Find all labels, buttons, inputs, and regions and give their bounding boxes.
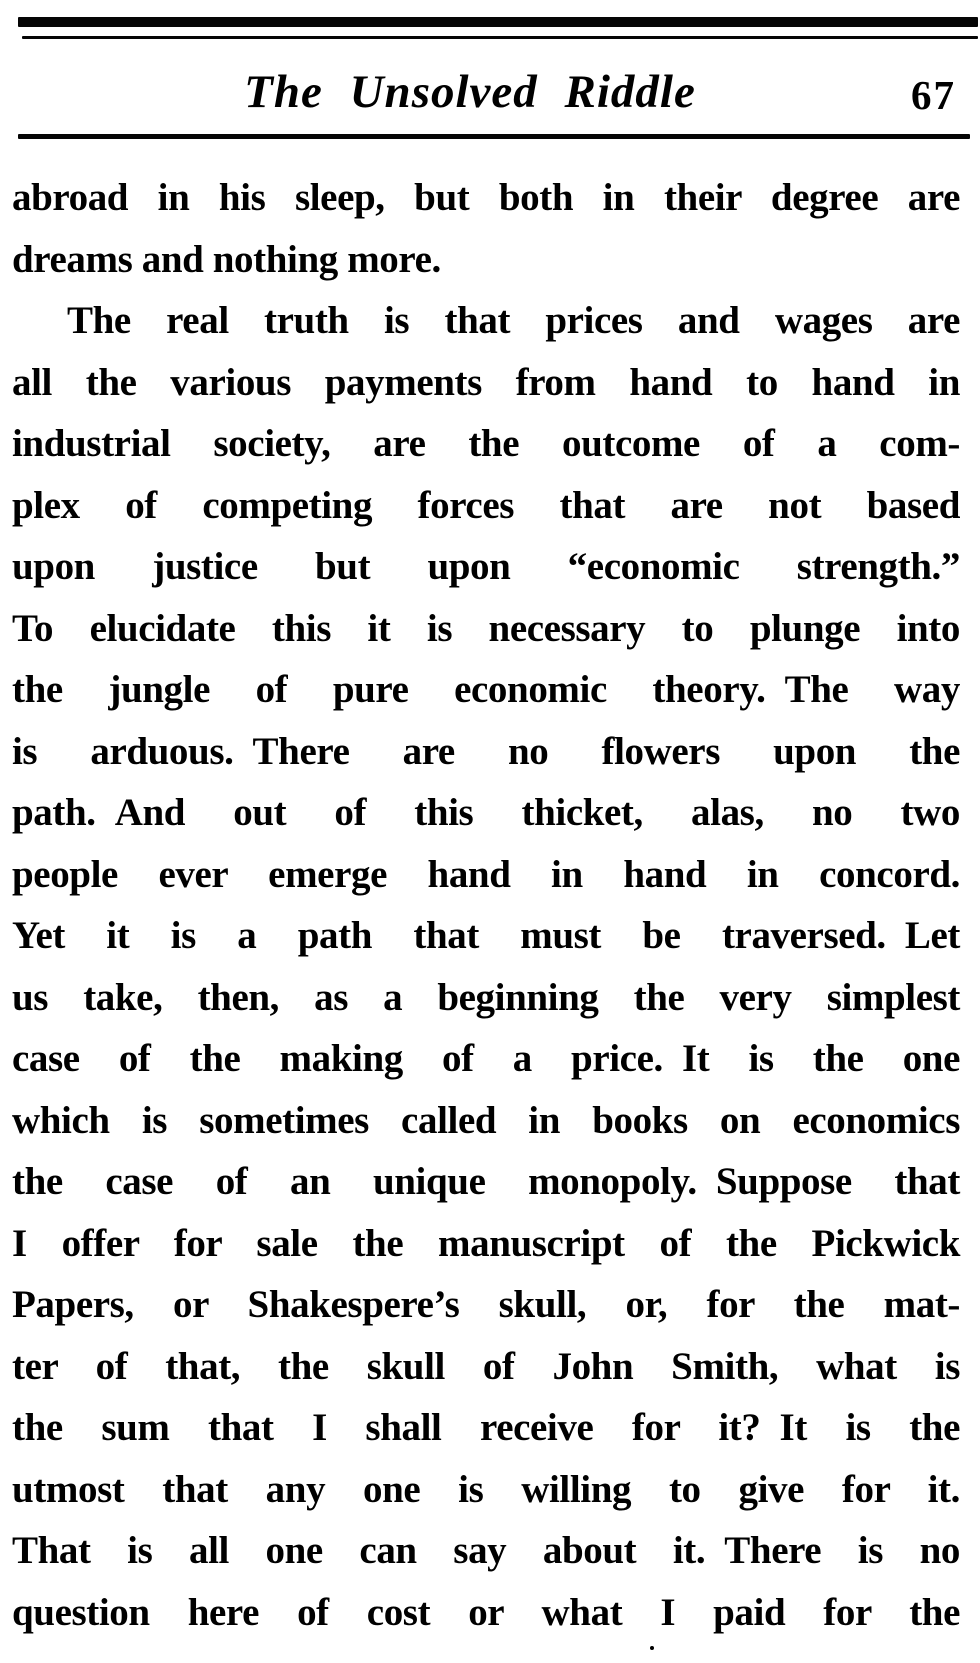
text-line: industrial society, are the outcome of a com-	[12, 422, 960, 465]
text-line: utmost that any one is willing to give for it.	[12, 1467, 960, 1511]
text-line: the case of an unique monopoly. Suppose that	[12, 1160, 960, 1203]
text-line: dreams and nothing more.	[12, 237, 441, 281]
text-line: I offer for sale the manuscript of the Pickwick	[12, 1221, 960, 1265]
page-body-text	[12, 167, 960, 1643]
text-line: question here of cost or what I paid for the	[12, 1590, 960, 1634]
text-line: Papers, or Shakespere’s skull, or, for the mat-	[12, 1283, 960, 1326]
text-line: ter of that, the skull of John Smith, what is	[12, 1344, 960, 1388]
text-line: case of the making of a price. It is the one	[12, 1037, 960, 1080]
text-line: which is sometimes called in books on economics	[12, 1098, 960, 1142]
text-line: plex of competing forces that are not based	[12, 483, 960, 527]
text-line: people ever emerge hand in hand in concord.	[12, 852, 960, 896]
text-line: abroad in his sleep, but both in their degree are	[12, 176, 960, 219]
top-rule-thin	[22, 36, 978, 39]
text-line: is arduous. There are no flowers upon the	[12, 729, 960, 773]
header-rule	[18, 134, 970, 139]
text-line: us take, then, as a beginning the very simplest	[12, 975, 960, 1019]
text-line: The real truth is that prices and wages are	[67, 299, 960, 342]
page-number: 67	[911, 72, 956, 118]
running-header	[0, 64, 980, 126]
top-rule-thick	[18, 17, 978, 27]
text-line: Yet it is a path that must be traversed. Let	[12, 914, 960, 957]
text-line: upon justice but upon “economic strength.”	[12, 545, 960, 588]
text-line: the sum that I shall receive for it? It is the	[12, 1406, 960, 1449]
text-line: path. And out of this thicket, alas, no two	[12, 791, 960, 834]
text-line: all the various payments from hand to hand in	[12, 360, 960, 404]
ink-speck	[650, 1646, 654, 1650]
text-line: the jungle of pure economic theory. The way	[12, 668, 960, 711]
text-line: That is all one can say about it. There is no	[12, 1529, 960, 1572]
text-line: To elucidate this it is necessary to plunge into	[12, 606, 960, 650]
running-header-title: The Unsolved Riddle	[244, 66, 696, 118]
